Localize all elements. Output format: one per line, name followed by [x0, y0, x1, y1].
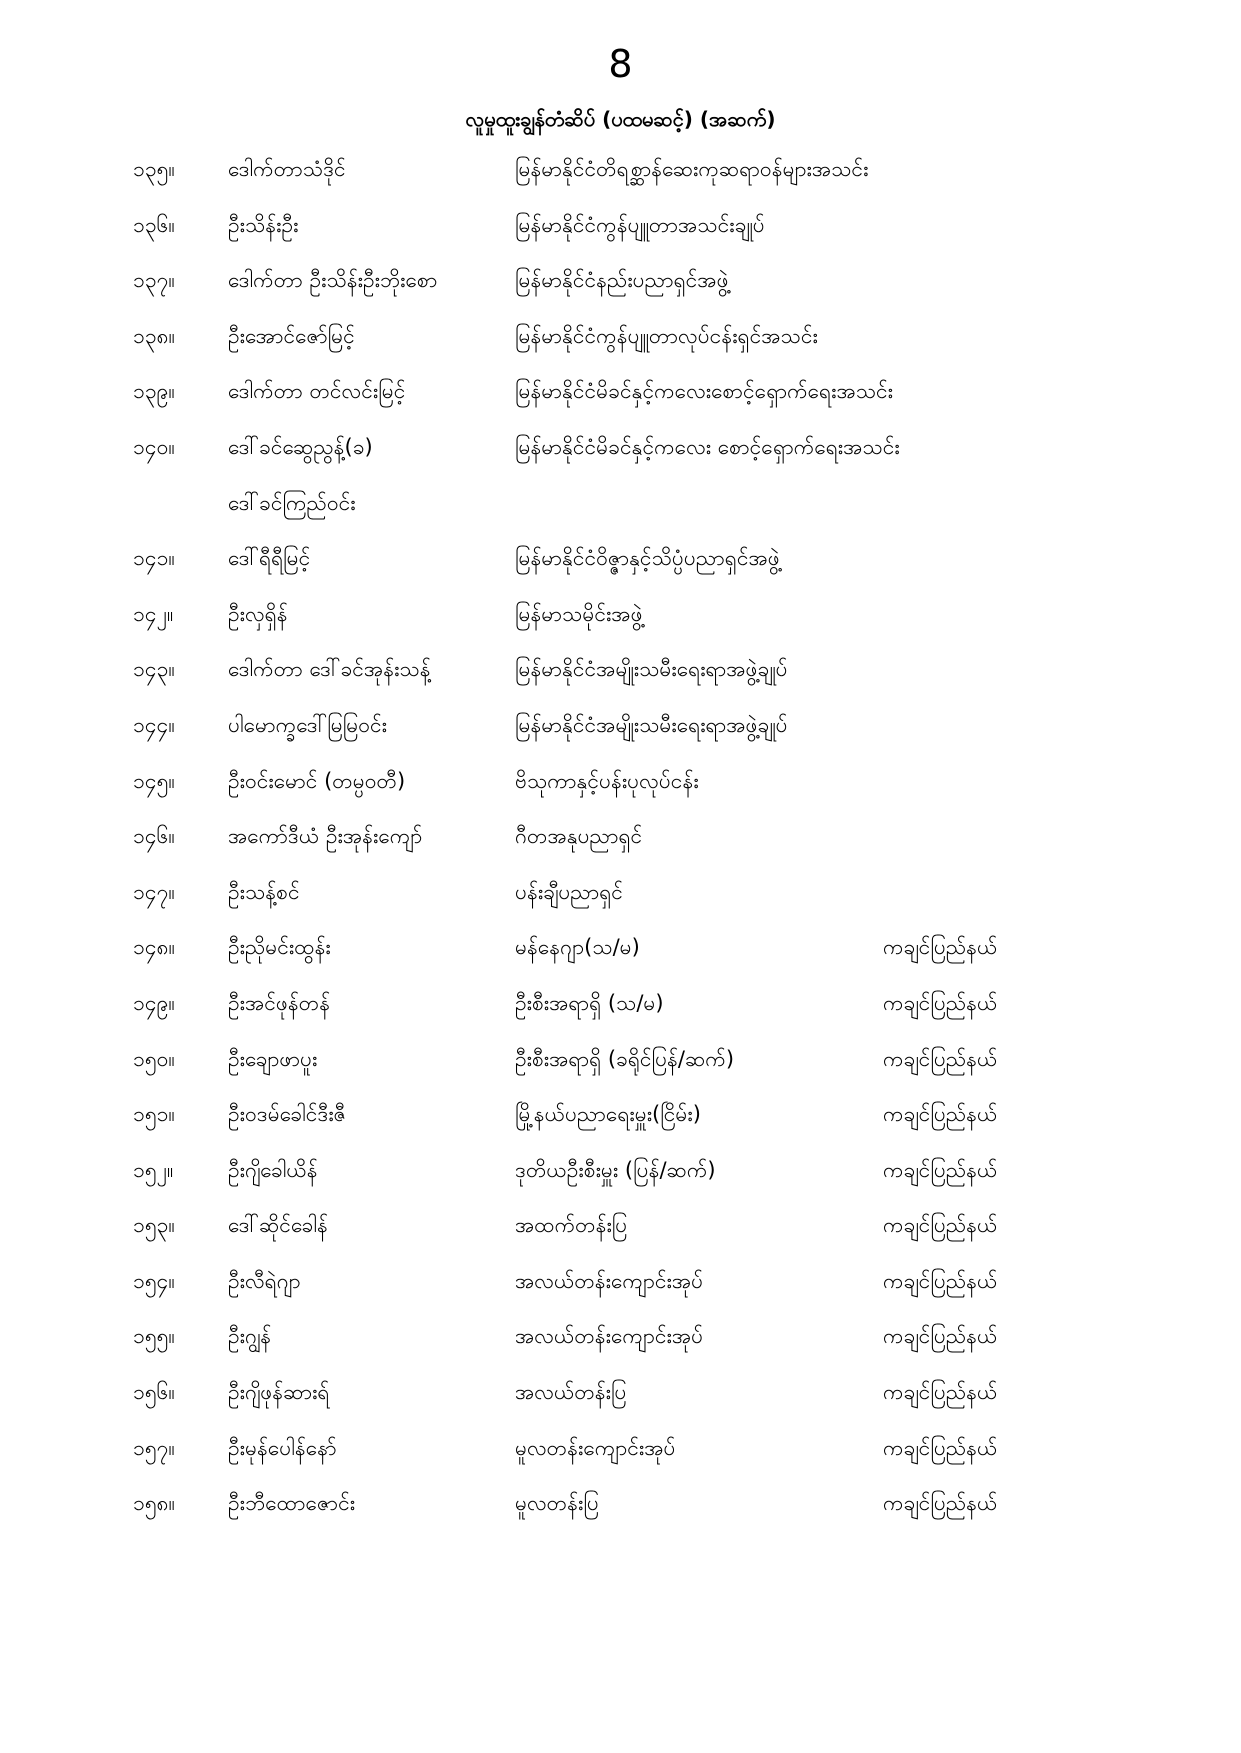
- row-number: ၁၅၀။: [133, 1046, 175, 1071]
- table-row: [0, 587, 1241, 643]
- table-row: [0, 1365, 1241, 1421]
- table-row: [0, 1309, 1241, 1365]
- table-row: [0, 809, 1241, 865]
- row-number: [133, 476, 223, 532]
- row-number: ၁၅၂။: [133, 1157, 174, 1182]
- row-number: ၁၅၈။: [133, 1491, 175, 1516]
- row-number: ၁၄၄။: [133, 712, 175, 737]
- recipient-name: ဒေါက်တာသံဒိုင်: [228, 157, 346, 181]
- region-name: [883, 142, 1143, 198]
- region-name: ကချင်ပြည်နယ်: [883, 1491, 998, 1516]
- table-row: [0, 976, 1241, 1032]
- recipient-name: ဦးအင်ဖုန်တန်: [228, 990, 331, 1015]
- row-number: ၁၃၈။: [133, 323, 175, 348]
- page-title: လူမှုထူးချွန်တံဆိပ် (ပထမဆင့်) (အဆက်): [465, 107, 776, 131]
- region-name: [883, 198, 1143, 254]
- position-or-organization: မြန်မာနိုင်ငံအမျိုးသမီးရေးရာအဖွဲ့ချုပ်: [515, 657, 788, 682]
- region-name: [883, 531, 1143, 587]
- recipient-name: ဒေါက်တာ ဒေါ်ခင်အုန်းသန့်: [228, 657, 431, 682]
- row-number: ၁၅၇။: [133, 1435, 175, 1460]
- region-name: [883, 476, 1143, 532]
- recipient-name: ဒေါ်ဆိုင်ခေါန်: [228, 1213, 328, 1238]
- recipient-name: ဦးသန့်စင်: [228, 879, 300, 904]
- region-name: [883, 698, 1143, 754]
- recipient-name: ဦးလီရဲဂျာ: [228, 1268, 301, 1293]
- table-row: [0, 142, 1241, 198]
- row-number: ၁၃၉။: [133, 379, 175, 404]
- position-or-organization: အလယ်တန်းပြ: [515, 1380, 627, 1405]
- table-row: [0, 1032, 1241, 1088]
- table-row: [0, 865, 1241, 921]
- row-number: ၁၄၁။: [133, 546, 175, 571]
- row-number: ၁၄၈။: [133, 935, 175, 960]
- table-row: [0, 531, 1241, 587]
- table-row: [0, 1143, 1241, 1199]
- position-or-organization: [515, 476, 885, 532]
- position-or-organization: ဦးစီးအရာရှိ (ခရိုင်ပြန်/ဆက်): [515, 1046, 735, 1071]
- region-name: [883, 309, 1143, 365]
- recipient-name: ဒေါက်တာ တင်လင်းမြင့်: [228, 379, 406, 404]
- table-row: [0, 698, 1241, 754]
- position-or-organization: မြန်မာနိုင်ငံဝိဇ္ဇာနှင့်သိပ္ပံပညာရှင်အဖွဲ့: [515, 546, 780, 571]
- recipient-name: ဒေါ်ခင်ကြည်ဝင်း: [228, 490, 356, 515]
- recipient-name: ဦးဝဒမ်ခေါင်ဒီးဇီ: [228, 1102, 347, 1127]
- row-number: ၁၄၂။: [133, 601, 174, 626]
- recipient-name: ဦးလှရှိန်: [228, 601, 288, 626]
- region-name: [883, 642, 1143, 698]
- position-or-organization: မြန်မာနိုင်ငံမိခင်နှင့်ကလေးစောင့်ရှောက်ရေးအသင်း: [515, 379, 893, 404]
- position-or-organization: အလယ်တန်းကျောင်းအုပ်: [515, 1324, 704, 1349]
- position-or-organization: အထက်တန်းပြ: [515, 1213, 628, 1238]
- row-number: ၁၃၆။: [133, 212, 175, 237]
- recipient-name: ဒေါက်တာ ဦးသိန်းဦးဘိုးစော: [228, 268, 438, 293]
- table-row: [0, 1476, 1241, 1532]
- table-row: [0, 1421, 1241, 1477]
- row-number: ၁၃၅။: [133, 157, 175, 181]
- table-row: [0, 754, 1241, 810]
- table-row: [0, 1198, 1241, 1254]
- award-table: [0, 142, 1241, 1532]
- region-name: ကချင်ပြည်နယ်: [883, 1102, 998, 1127]
- row-number: ၁၅၄။: [133, 1268, 175, 1293]
- table-row: [0, 476, 1241, 532]
- row-number: ၁၅၆။: [133, 1380, 175, 1405]
- row-number: ၁၅၅။: [133, 1324, 175, 1349]
- page-number: 8: [608, 42, 633, 86]
- row-number: ၁၄၃။: [133, 657, 175, 682]
- recipient-name: ဦးဘီထောဇောင်း: [228, 1491, 356, 1516]
- position-or-organization: မြန်မာသမိုင်းအဖွဲ့: [515, 601, 643, 626]
- region-name: [883, 754, 1143, 810]
- region-name: ကချင်ပြည်နယ်: [883, 990, 998, 1015]
- region-name: ကချင်ပြည်နယ်: [883, 1213, 998, 1238]
- position-or-organization: မြန်မာနိုင်ငံနည်းပညာရှင်အဖွဲ့: [515, 268, 729, 293]
- position-or-organization: မြန်မာနိုင်ငံကွန်ပျူတာအသင်းချုပ်: [515, 212, 765, 237]
- position-or-organization: ဦးစီးအရာရှိ (သ/မ): [515, 990, 664, 1015]
- table-row: [0, 1254, 1241, 1310]
- table-row: [0, 309, 1241, 365]
- region-name: [883, 587, 1143, 643]
- recipient-name: ဦးညိုမင်းထွန်း: [228, 935, 331, 960]
- recipient-name: ဒေါ်ခင်ဆွေညွန့်(ခ): [228, 434, 373, 459]
- row-number: ၁၅၃။: [133, 1213, 175, 1238]
- recipient-name: ဦးဂျိခေါယိန်: [228, 1157, 318, 1182]
- position-or-organization: ပန်းချီပညာရှင်: [515, 879, 623, 904]
- recipient-name: ဒေါ်ရီရီမြင့်: [228, 546, 311, 571]
- table-row: [0, 420, 1241, 476]
- row-number: ၁၄၇။: [133, 879, 175, 904]
- position-or-organization: မူလတန်းကျောင်းအုပ်: [515, 1435, 676, 1460]
- position-or-organization: အလယ်တန်းကျောင်းအုပ်: [515, 1268, 704, 1293]
- position-or-organization: ဒုတိယဦးစီးမှူး (ပြန်/ဆက်): [515, 1157, 716, 1182]
- position-or-organization: မြို့နယ်ပညာရေးမှူး(ငြိမ်း): [515, 1102, 701, 1127]
- region-name: ကချင်ပြည်နယ်: [883, 1046, 998, 1071]
- table-row: [0, 920, 1241, 976]
- region-name: ကချင်ပြည်နယ်: [883, 1157, 998, 1182]
- region-name: ကချင်ပြည်နယ်: [883, 1435, 998, 1460]
- table-row: [0, 364, 1241, 420]
- recipient-name: အကော်ဒီယံ ဦးအုန်းကျော်: [228, 824, 423, 849]
- region-name: ကချင်ပြည်နယ်: [883, 1380, 998, 1405]
- position-or-organization: မူလတန်းပြ: [515, 1491, 599, 1516]
- recipient-name: ဦးအောင်ဇော်မြင့်: [228, 323, 355, 348]
- position-or-organization: မြန်မာနိုင်ငံအမျိုးသမီးရေးရာအဖွဲ့ချုပ်: [515, 712, 788, 737]
- recipient-name: ဦးချောဖာပူး: [228, 1046, 318, 1071]
- recipient-name: ဦးဂျိဖုန်ဆားရ်: [228, 1380, 330, 1405]
- table-row: [0, 198, 1241, 254]
- position-or-organization: မန်နေဂျာ(သ/မ): [515, 935, 640, 960]
- recipient-name: ဦးဂျွန်: [228, 1324, 272, 1349]
- row-number: ၁၄၅။: [133, 768, 175, 793]
- position-or-organization: ဗိသုကာနှင့်ပန်းပုလုပ်ငန်း: [515, 768, 699, 793]
- region-name: [883, 809, 1143, 865]
- region-name: [883, 364, 1143, 420]
- region-name: [883, 865, 1143, 921]
- row-number: ၁၄၉။: [133, 990, 175, 1015]
- region-name: ကချင်ပြည်နယ်: [883, 935, 998, 960]
- position-or-organization: မြန်မာနိုင်ငံကွန်ပျူတာလုပ်ငန်းရှင်အသင်း: [515, 323, 818, 348]
- position-or-organization: ဂီတအနုပညာရှင်: [515, 824, 643, 849]
- position-or-organization: မြန်မာနိုင်ငံမိခင်နှင့်ကလေး စောင့်ရှောက်ရေးအသင်း: [515, 434, 900, 459]
- region-name: [883, 420, 1143, 476]
- row-number: ၁၄၀။: [133, 434, 175, 459]
- row-number: ၁၅၁။: [133, 1102, 175, 1127]
- region-name: ကချင်ပြည်နယ်: [883, 1268, 998, 1293]
- recipient-name: ဦးမုန်ပေါန်နော်: [228, 1435, 337, 1460]
- position-or-organization: မြန်မာနိုင်ငံတိရစ္ဆာန်ဆေးကုဆရာဝန်များအသင်း: [515, 157, 869, 181]
- recipient-name: ဦးသိန်းဦး: [228, 212, 299, 237]
- recipient-name: ဦးဝင်းမောင် (တမ္ပဝတီ): [228, 768, 406, 793]
- row-number: ၁၄၆။: [133, 824, 175, 849]
- table-row: [0, 642, 1241, 698]
- row-number: ၁၃၇။: [133, 268, 175, 293]
- table-row: [0, 253, 1241, 309]
- region-name: ကချင်ပြည်နယ်: [883, 1324, 998, 1349]
- table-row: [0, 1087, 1241, 1143]
- region-name: [883, 253, 1143, 309]
- recipient-name: ပါမောက္ခဒေါ်မြမြဝင်း: [228, 712, 388, 737]
